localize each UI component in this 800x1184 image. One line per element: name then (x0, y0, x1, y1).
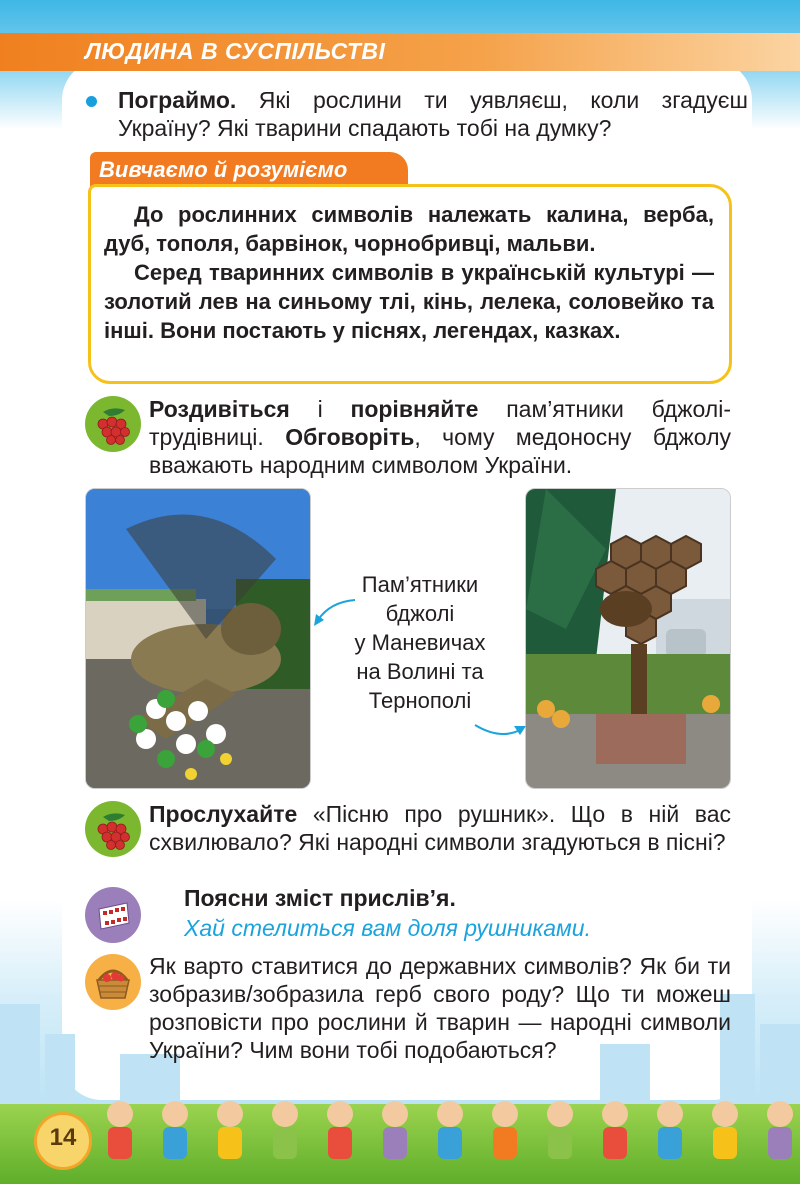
bee-monument-photo-manevychi (85, 488, 311, 789)
bullet-icon (86, 96, 97, 107)
caption-line-2: бджолі (385, 601, 455, 626)
proverb-text: Хай стелиться вам доля рушниками. (184, 915, 591, 941)
listen-lead: Прослухайте (149, 801, 298, 827)
caption-line-1: Пам’ятники (361, 572, 479, 597)
bee-monument-photo-ternopil (525, 488, 731, 789)
study-tab-label: Вивчаємо й розуміємо (99, 157, 348, 182)
viburnum-icon (85, 801, 141, 857)
section-title: ЛЮДИНА В СУСПІЛЬСТВІ (85, 38, 386, 64)
look-text-2: пам’ятники бджолі-трудівниці. (149, 396, 731, 450)
study-paragraph (104, 200, 714, 345)
basket-icon (85, 954, 141, 1010)
proverb-title: Поясни зміст прислів’я. (184, 885, 456, 911)
look-text-3: , чому медоносну бджолу вважають народним символом України. (149, 424, 731, 478)
photo-caption (330, 570, 510, 715)
page-number: 14 (49, 1124, 77, 1151)
caption-line-5: Тернополі (368, 688, 472, 713)
look-lead-1: Роздивіться (149, 396, 290, 422)
children-illustration (100, 1094, 800, 1169)
listen-text: «Пісню про рушник». Що в ній вас схвилювало? Які народні символи згадуються в пісні? (149, 801, 731, 855)
look-lead-3: Обговоріть (285, 424, 415, 450)
look-lead-2: порівняйте (350, 396, 479, 422)
play-paragraph (118, 86, 748, 142)
caption-line-3: у Маневичах (354, 630, 486, 655)
look-compare-paragraph (149, 395, 731, 479)
caption-line-4: на Волині та (356, 659, 484, 684)
viburnum-icon (85, 396, 141, 452)
discuss-paragraph: Як варто ставитися до державних символів? Як би ти зобразив/зобразила герб свого роду? Що ти можеш розповісти про рослини й тварин — народні символи України? Чим вони тобі подобаються? (149, 953, 731, 1063)
study-para-1: До рослинних символів належать калина, верба, дуб, тополя, барвінок, чорнобривці, мальви. (104, 202, 714, 256)
embroidered-towel-icon (85, 887, 141, 943)
play-text: Які рослини ти уявляєш, коли згадуєш Україну? Які тварини спадають тобі на думку? (118, 87, 748, 141)
study-para-2: Серед тваринних символів в українській культурі — золотий лев на синьому тлі, кінь, лелека, соловейко та інші. Вони постають у піснях, легендах, казках. (104, 260, 714, 343)
listen-paragraph (149, 800, 731, 856)
play-lead: Пограймо. (118, 87, 237, 113)
look-text-1: і (289, 396, 351, 422)
